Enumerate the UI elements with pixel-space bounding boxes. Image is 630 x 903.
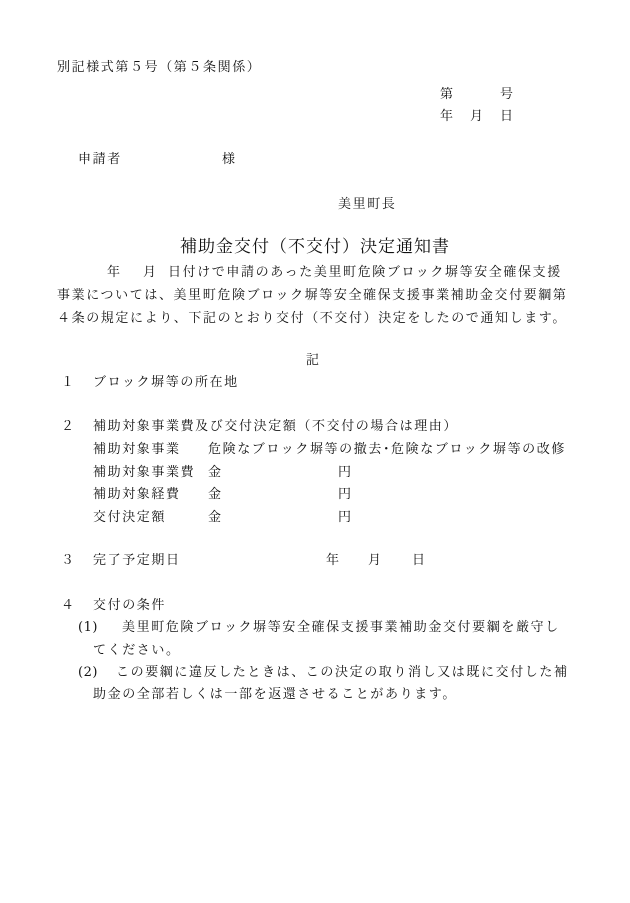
condition-text-line: この要綱に違反したときは、この決定の取り消し又は既に交付した補 (116, 665, 569, 680)
issue-date-day: 日 (500, 109, 515, 124)
document-number-prefix: 第 (440, 87, 455, 102)
item-number: ３ (61, 553, 76, 568)
condition-text-line: 助金の全部若しくは一部を返還させることがあります。 (93, 687, 457, 702)
item-label: 完了予定期日 (93, 553, 181, 568)
document-number-suffix: 号 (500, 87, 515, 102)
item-number: ４ (61, 598, 76, 613)
issuer-name: 美里町長 (338, 197, 397, 212)
issue-date-month: 月 (470, 109, 485, 124)
item-label: 補助対象事業費及び交付決定額（不交付の場合は理由） (93, 419, 459, 434)
issue-date-year: 年 (440, 109, 455, 124)
cost-row-label: 補助対象事業費 (93, 465, 196, 480)
condition-text-line: 美里町危険ブロック塀等安全確保支援事業補助金交付要綱を厳守し (122, 620, 560, 635)
body-line-2: 事業については、美里町危険ブロック塀等安全確保支援事業補助金交付要綱第 (57, 288, 568, 303)
item-label: 交付の条件 (93, 598, 167, 613)
ki-heading: 記 (306, 353, 321, 368)
completion-month: 月 (368, 553, 383, 568)
body-application-year: 年 (107, 265, 122, 280)
form-label: 別記様式第５号（第５条関係） (57, 60, 262, 75)
body-line-3: ４条の規定により、下記のとおり交付（不交付）決定をしたので通知します。 (57, 311, 567, 326)
condition-text-line: てください。 (93, 643, 181, 658)
condition-marker: (2) (78, 665, 98, 680)
completion-day: 日 (412, 553, 427, 568)
currency-prefix: 金 (208, 465, 223, 480)
currency-prefix: 金 (208, 487, 223, 502)
applicant-honorific: 様 (222, 152, 237, 167)
currency-prefix: 金 (208, 510, 223, 525)
body-application-month: 月 (143, 265, 158, 280)
currency-unit: 円 (338, 465, 353, 480)
document-title: 補助金交付（不交付）決定通知書 (180, 237, 450, 257)
cost-row-value: 危険なブロック塀等の撤去･危険なブロック塀等の改修 (208, 442, 566, 457)
cost-row-label: 交付決定額 (93, 510, 167, 525)
cost-row-label: 補助対象事業 (93, 442, 181, 457)
item-number: １ (61, 375, 76, 390)
body-line-1: 日付けで申請のあった美里町危険ブロック塀等安全確保支援 (168, 265, 562, 280)
currency-unit: 円 (338, 487, 353, 502)
applicant-label: 申請者 (78, 152, 122, 167)
completion-year: 年 (326, 553, 341, 568)
currency-unit: 円 (338, 510, 353, 525)
condition-marker: (1) (78, 620, 98, 635)
item-label: ブロック塀等の所在地 (93, 375, 239, 390)
item-number: ２ (61, 419, 76, 434)
cost-row-label: 補助対象経費 (93, 487, 181, 502)
